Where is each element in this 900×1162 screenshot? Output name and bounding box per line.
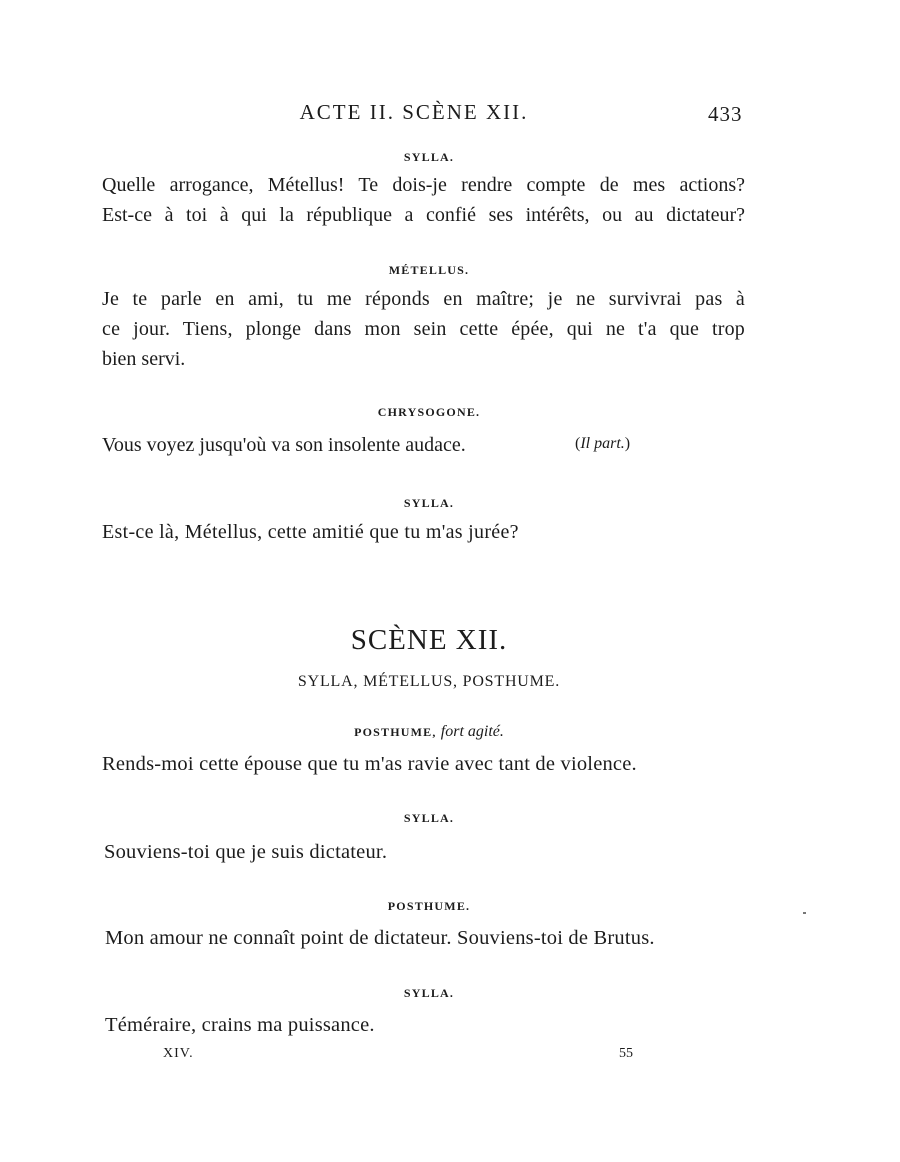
dialogue-line: Quelle arrogance, Métellus! Te dois-je rendre compte de mes actions?: [102, 174, 745, 196]
dialogue-line: ce jour. Tiens, plonge dans mon sein cette épée, qui ne t'a que trop: [102, 318, 745, 340]
speaker-name: POSTHUME,: [354, 725, 437, 739]
dialogue-line: Téméraire, crains ma puissance.: [105, 1014, 375, 1036]
speaker-name: MÉTELLUS.: [388, 263, 470, 277]
speaker-with-direction: [0, 723, 858, 741]
scene-cast-list: SYLLA, MÉTELLUS, POSTHUME.: [297, 673, 561, 690]
dialogue-line: Souviens-toi que je suis dictateur.: [104, 841, 388, 863]
paper-speck: [803, 912, 806, 914]
speaker-name: POSTHUME.: [387, 899, 471, 913]
speaker-name: CHRYSOGONE.: [377, 405, 481, 419]
page-number: 433: [708, 102, 743, 126]
signature-mark: XIV.: [163, 1046, 194, 1061]
stage-direction-text: Il part.: [580, 435, 625, 452]
dialogue-line: Est-ce à toi à qui la république a confié ses intérêts, ou au dictateur?: [102, 204, 745, 226]
stage-direction: (Il part.): [575, 435, 631, 452]
dialogue-line: bien servi.: [102, 348, 186, 370]
scene-heading: SCÈNE XII.: [350, 624, 508, 656]
speaker-name: SYLLA.: [403, 986, 455, 1000]
speaker-name: SYLLA.: [403, 496, 455, 510]
speaker-direction: fort agité.: [440, 723, 504, 740]
dialogue-line: Je te parle en ami, tu me réponds en maître; je ne survivrai pas à: [102, 288, 745, 310]
speaker-name: SYLLA.: [403, 150, 455, 164]
speaker-name: SYLLA.: [403, 811, 455, 825]
footer-folio: 55: [619, 1046, 633, 1061]
running-title: ACTE II. SCÈNE XII.: [299, 100, 529, 124]
dialogue-line: Est-ce là, Métellus, cette amitié que tu m'as jurée?: [102, 521, 519, 543]
dialogue-line: Mon amour ne connaît point de dictateur. Souviens-toi de Brutus.: [105, 927, 655, 949]
dialogue-line: Vous voyez jusqu'où va son insolente audace.: [102, 434, 466, 456]
dialogue-line: Rends-moi cette épouse que tu m'as ravie avec tant de violence.: [102, 753, 637, 775]
